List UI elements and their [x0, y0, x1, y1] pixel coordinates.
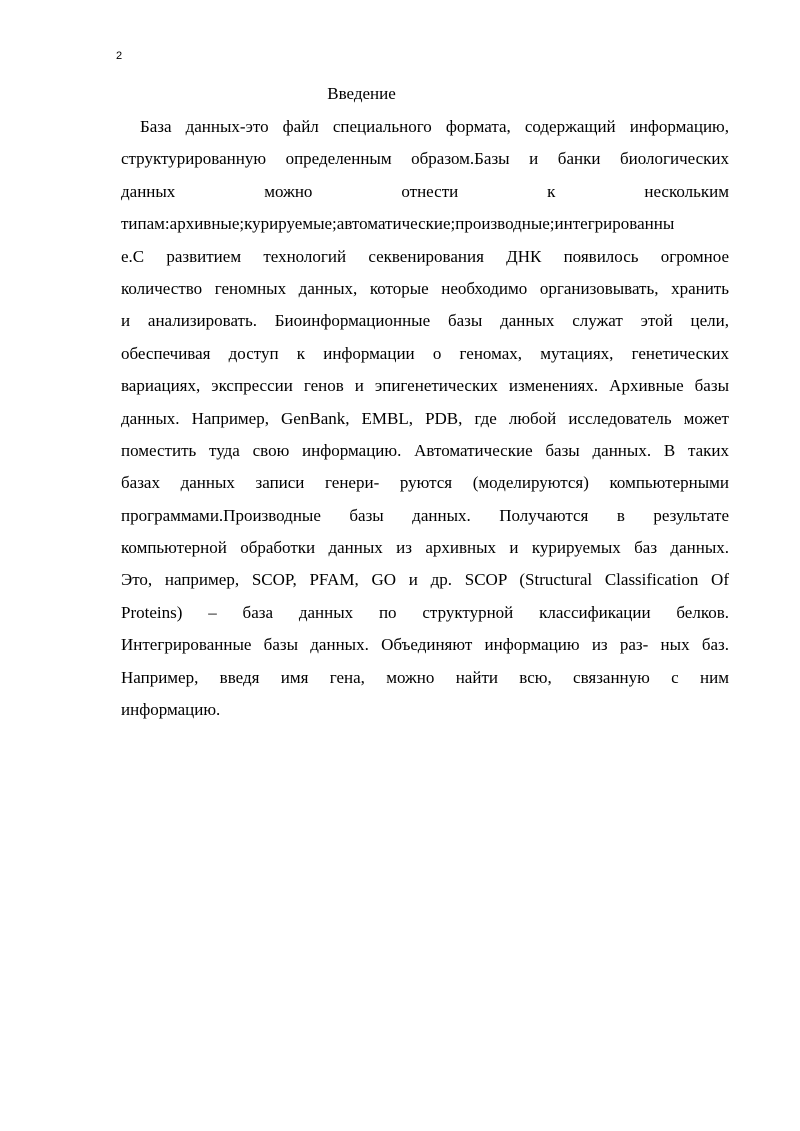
paragraph-line: Интегрированные базы данных. Объединяют информацию из раз- ных баз. [121, 635, 729, 655]
paragraph-line: е.С развитием технологий секвенирования ДНК появилось огромное [121, 246, 729, 266]
section-heading: Введение [327, 84, 396, 103]
paragraph-line: База данных-это файл специального формата, содержащий информацию, [140, 117, 729, 136]
paragraph-line: базах данных записи генери- руются (моделируются) компьютерными [121, 473, 729, 493]
paragraph-line: структурированную определенным образом.Базы и банки биологических [121, 149, 729, 169]
paragraph-line: и анализировать. Биоинформационные базы данных служат этой цели, [121, 311, 729, 331]
paragraph-line: программами.Производные базы данных. Получаются в результате [121, 505, 729, 525]
paragraph-line: обеспечивая доступ к информации о геномах, мутациях, генетических [121, 343, 729, 363]
paragraph-line: количество геномных данных, которые необходимо организовывать, хранить [121, 278, 729, 298]
paragraph-line: информацию. [121, 700, 221, 720]
paragraph-line: Proteins) – база данных по структурной классификации белков. [121, 602, 729, 622]
body-paragraph [121, 111, 729, 726]
paragraph-line: данных. Например, GenBank, EMBL, PDB, где любой исследователь может [121, 408, 729, 428]
page-number: 2 [116, 50, 123, 62]
paragraph-line: вариациях, экспрессии генов и эпигенетических изменениях. Архивные базы [121, 376, 729, 396]
paragraph-line: поместить туда свою информацию. Автоматические базы данных. В таких [121, 440, 729, 460]
paragraph-line: Это, например, SCOP, PFAM, GO и др. SCOP (Structural Classification Of [121, 570, 729, 590]
paragraph-line: типам:архивные;курируемые;автоматические;производные;интегрированны [121, 214, 675, 234]
paragraph-line: Например, введя имя гена, можно найти всю, связанную с ним [121, 667, 729, 687]
paragraph-line: компьютерной обработки данных из архивных и курируемых баз данных. [121, 538, 729, 558]
paragraph-line: данных можно отнести к нескольким [121, 181, 729, 201]
